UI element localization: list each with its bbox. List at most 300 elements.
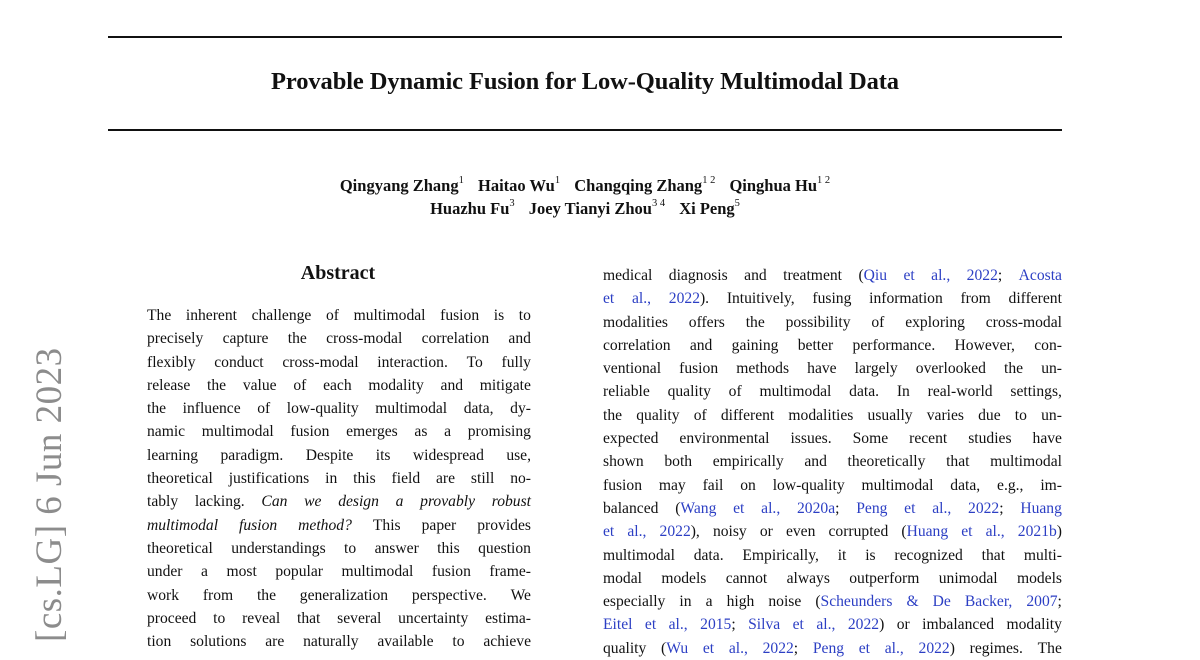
word [510,467,531,490]
text-fragment: fusion [290,423,330,441]
word [632,287,651,310]
word [489,560,531,583]
text-fragment: ; [793,639,799,657]
arxiv-stamp: [cs.LG] 6 Jun 2023 [29,347,70,642]
citation-link[interactable]: Peng [812,639,845,657]
citation-link[interactable]: Acosta [1018,267,1062,284]
citation-link[interactable]: 2022 [966,267,998,284]
word [344,537,356,560]
word [786,311,851,334]
word [627,520,646,543]
text-fragment: In [896,383,910,401]
text-fragment: a [395,493,404,511]
word [955,334,1015,357]
word [147,537,213,560]
text-fragment: challenge [251,307,312,324]
citation-link[interactable]: et [603,523,615,541]
word [727,590,755,613]
text-fragment: of [325,307,339,324]
citation-link[interactable]: 2020a [797,499,836,517]
text-line [147,537,531,560]
text-fragment: a [444,423,452,441]
text-fragment: gaining [731,336,779,354]
word [1024,544,1062,567]
text-fragment: fusion [603,476,642,494]
text-fragment: noise [768,593,802,611]
word [326,304,339,327]
text-fragment: usually [867,406,913,424]
text-fragment: empirically [712,453,784,471]
text-fragment: un- [1041,406,1062,424]
word [906,590,918,613]
citation-link[interactable]: 2015 [700,616,732,634]
citation-link[interactable]: al., [932,499,952,517]
word [726,567,768,590]
text-fragment: diagnosis [668,267,728,284]
text-fragment: theoretical [147,470,213,488]
text-line [603,264,1062,287]
word [603,427,658,450]
word [645,613,656,636]
text-fragment: of [871,313,885,331]
text-fragment: ; [731,616,736,634]
citation-link[interactable]: al., [627,523,647,541]
word [221,444,284,467]
word [727,287,795,310]
author-changqing-zhang: Changqing Zhang$^{1 2}$ [574,174,716,195]
text-fragment: provides [477,516,531,534]
text-fragment: cross-modal [326,330,403,348]
word [669,613,688,636]
text-fragment: shown [603,453,644,471]
word [862,474,934,497]
text-fragment: each [323,376,352,394]
citation-link[interactable]: al., [632,290,652,308]
word [377,351,448,374]
text-fragment: to [213,609,226,627]
citation-link[interactable]: 2007 [1026,593,1058,611]
word [354,304,426,327]
citation-link[interactable]: 2022 [968,499,1000,517]
author-row [108,174,1062,197]
citation-link[interactable]: et [903,267,915,284]
word [147,397,166,420]
word [303,630,358,653]
text-fragment: multi- [1023,546,1062,564]
word [733,497,744,520]
word [813,637,844,660]
citation-link[interactable]: et [961,523,973,541]
text-fragment: both [664,453,693,471]
word [661,637,688,660]
citation-link[interactable]: & [906,593,919,611]
word [933,590,951,613]
word [422,327,490,350]
word [675,497,716,520]
word [338,490,379,513]
word [931,264,950,287]
text-fragment: frame- [489,563,531,581]
text-fragment: the [603,406,623,424]
citation-link[interactable]: 2021b [1017,523,1057,541]
word [471,467,494,490]
text-fragment: even [785,523,816,541]
word [485,607,531,630]
text-fragment: settings, [1010,383,1062,401]
author-joey-tianyi-zhou: Joey Tianyi Zhou$^{3 4}$ [528,197,666,218]
word [793,613,804,636]
text-fragment: ) [1056,523,1062,541]
text-fragment: this [353,470,376,488]
citation-link[interactable]: et [792,616,804,634]
word [229,467,310,490]
text-line [147,630,531,653]
text-fragment: conduct [214,353,264,371]
text-fragment: cannot [725,569,768,587]
text-fragment: models [661,569,707,587]
text-fragment: provably [420,493,475,511]
text-fragment: due [978,406,1001,424]
citation-link[interactable]: al., [761,499,781,517]
word [760,520,773,543]
text-fragment: multimodal [201,423,274,441]
citation-link[interactable]: De [932,593,951,611]
word [927,404,964,427]
word [849,380,879,403]
text-fragment: on [740,476,756,494]
word [990,450,1062,473]
text-fragment: and [804,453,827,471]
word [660,520,700,543]
text-fragment: ; [997,267,1003,284]
text-fragment: multimodal [759,383,832,401]
word [815,590,892,613]
citation-link[interactable]: al., [884,639,904,657]
text-fragment: answer [374,539,419,557]
citation-link[interactable]: Peng [856,499,888,517]
word [257,397,270,420]
text-fragment: question [478,539,531,557]
word [804,450,827,473]
word [744,264,767,287]
word [226,560,256,583]
text-fragment: modality [368,376,424,394]
text-line [147,514,531,537]
text-fragment: its [375,446,391,464]
text-fragment: reveal [242,609,281,627]
word [978,404,1001,427]
citation-link[interactable]: Qiu [863,267,888,284]
word [603,450,644,473]
text-fragment: possibility [785,313,851,331]
word [147,607,196,630]
word [661,567,706,590]
word [239,514,277,537]
word [905,311,965,334]
text-line [147,397,531,420]
citation-link[interactable]: et [644,616,657,634]
citation-link[interactable]: Wu [666,639,689,657]
word [916,357,986,380]
text-fragment: multimodal [861,476,934,494]
text-fragment: offers [688,313,725,331]
citation-link[interactable]: al., [985,523,1005,541]
text-fragment: ( [675,499,681,517]
citation-link[interactable]: et [603,290,615,308]
text-line [603,380,1062,403]
citation-link[interactable]: al., [931,267,951,284]
word [147,514,218,537]
word [483,630,531,653]
word [946,450,969,473]
text-fragment: the [207,376,227,394]
word [729,637,748,660]
word [1017,567,1062,590]
word [297,607,320,630]
text-line [603,357,1062,380]
text-fragment: ) [879,616,885,634]
word [190,630,246,653]
text-fragment: recent [909,430,948,448]
citation-link[interactable]: Huang [906,523,949,541]
word [511,584,531,607]
text-line [603,520,1062,543]
text-fragment: quality [636,406,680,424]
text-fragment: or [896,616,910,634]
text-fragment: multimodal [375,400,448,418]
word [147,374,190,397]
text-fragment: quality [603,639,647,657]
word [669,264,728,287]
text-fragment: to [344,539,357,557]
text-fragment: are [265,633,285,651]
word [293,374,306,397]
text-fragment: fusion [440,307,480,324]
text-fragment: of [728,383,742,401]
word [467,351,483,374]
text-line [603,450,1062,473]
author-xi-peng: Xi Peng$^5$ [679,197,740,218]
text-fragment: proceed [147,609,197,627]
word [679,427,769,450]
text-fragment: tably [147,493,179,511]
text-fragment: value [242,376,277,394]
text-fragment: issues. [790,430,832,448]
text-fragment: information [869,290,943,308]
citation-link[interactable]: Eitel [603,616,633,634]
word [420,490,475,513]
word [748,613,780,636]
word [326,327,402,350]
citation-link[interactable]: al., [816,616,836,634]
text-fragment: reliable [603,383,650,401]
text-fragment: low-quality [772,476,845,494]
citation-link[interactable]: al., [668,616,688,634]
text-fragment: and [744,267,767,284]
word [783,264,842,287]
word [603,334,671,357]
word [147,304,171,327]
text-fragment: always [786,569,830,587]
citation-link[interactable]: 2022 [847,616,880,634]
word [1007,613,1062,636]
word [853,427,889,450]
text-fragment: generalization [299,586,389,604]
text-fragment: that [981,546,1006,564]
word [368,374,423,397]
word [736,357,789,380]
word [961,520,972,543]
citation-link[interactable]: 2022 [762,639,794,657]
word [865,544,875,567]
text-fragment: ( [858,267,864,284]
citation-link[interactable]: Scheunders [820,593,893,611]
citation-link[interactable]: 2022 [659,523,691,541]
text-fragment: it [837,546,847,564]
word [603,497,658,520]
word [1015,404,1027,427]
text-fragment: capture [222,330,269,348]
text-fragment: fusion [431,563,471,581]
author-haitao-wu: Haitao Wu$^1$ [477,174,561,195]
word [894,544,962,567]
word [703,474,724,497]
word [392,467,421,490]
word [761,497,780,520]
word [849,567,919,590]
text-fragment: robust [491,493,531,511]
word [452,630,464,653]
word [797,497,839,520]
text-fragment: learning [147,446,199,464]
word [477,514,531,537]
text-fragment: real-world [927,383,993,401]
citation-link[interactable]: Wang [680,499,717,517]
text-fragment: imbalanced [922,616,995,634]
text-line [147,351,531,374]
citation-link[interactable]: al., [728,639,748,657]
word [858,264,887,287]
text-fragment: to [1014,406,1027,424]
word [201,560,208,583]
word [939,567,998,590]
text-fragment: have [807,360,837,378]
text-fragment: im- [1040,476,1062,494]
text-fragment: solutions [190,633,247,651]
text-fragment: of [693,406,707,424]
text-fragment: justifications [228,470,310,488]
text-fragment: ; [999,499,1004,517]
text-fragment: uncertainty [398,609,469,627]
word [816,613,835,636]
citation-link[interactable]: 2022 [918,639,950,657]
text-line [147,374,531,397]
author-qinghua-hu: Qinghua $Hu^{1 2}$ [729,174,831,195]
citation-link[interactable]: et [702,639,715,657]
word [353,467,376,490]
text-fragment: fusion [679,360,719,378]
word [412,584,487,607]
text-fragment: understandings [231,539,326,557]
word [396,490,404,513]
text-fragment: from [960,290,991,308]
word [1041,404,1062,427]
word [478,537,531,560]
word [897,613,910,636]
citation-link[interactable]: Silva [748,616,781,634]
text-fragment: modality [1006,616,1062,634]
text-line [147,584,531,607]
text-fragment: and [508,330,531,348]
word [871,311,884,334]
word [1020,497,1062,520]
citation-link[interactable]: et [733,499,745,517]
word [337,607,381,630]
text-fragment: a [705,593,713,611]
text-fragment: modal [603,569,642,587]
text-fragment: several [337,609,382,627]
word [147,420,185,443]
text-fragment: expected [603,430,659,448]
text-fragment: from [202,586,234,604]
word [919,637,955,660]
text-fragment: The [1037,639,1062,657]
text-fragment: medical [603,267,653,284]
word [603,637,646,660]
text-fragment: data. [849,383,880,401]
text-fragment: Can [261,493,288,511]
text-fragment: the [1004,360,1024,378]
text-fragment: data, [950,476,981,494]
text-fragment: is [493,307,505,324]
text-fragment: multimodal [341,563,414,581]
citation-link[interactable]: et [904,499,916,517]
word [346,420,398,443]
text-fragment: ( [815,593,821,611]
citation-link[interactable]: Backer, [964,593,1013,611]
word [288,327,307,350]
word [690,334,713,357]
text-fragment: multimodal [147,516,219,534]
text-fragment: Intuitively, [726,290,795,308]
text-fragment: treatment [783,267,842,284]
word [713,520,747,543]
citation-link[interactable]: et [858,639,871,657]
text-fragment: different [720,406,775,424]
text-fragment: cross-modal [985,313,1062,331]
text-line [603,427,1062,450]
text-line [603,287,1062,310]
text-line [603,613,1062,636]
word [788,404,853,427]
word [689,311,725,334]
text-line [603,311,1062,334]
word [1010,380,1062,403]
citation-link[interactable]: Huang [1020,499,1062,517]
text-fragment: overlooked [915,360,986,378]
word [868,404,913,427]
word [967,264,1003,287]
word [950,474,980,497]
word [519,304,531,327]
text-fragment: precisely [147,330,204,348]
word [869,287,943,310]
word [897,380,910,403]
word [147,490,178,513]
text-fragment: fail [702,476,724,494]
word [257,584,276,607]
citation-link[interactable]: 2022 [668,290,700,308]
